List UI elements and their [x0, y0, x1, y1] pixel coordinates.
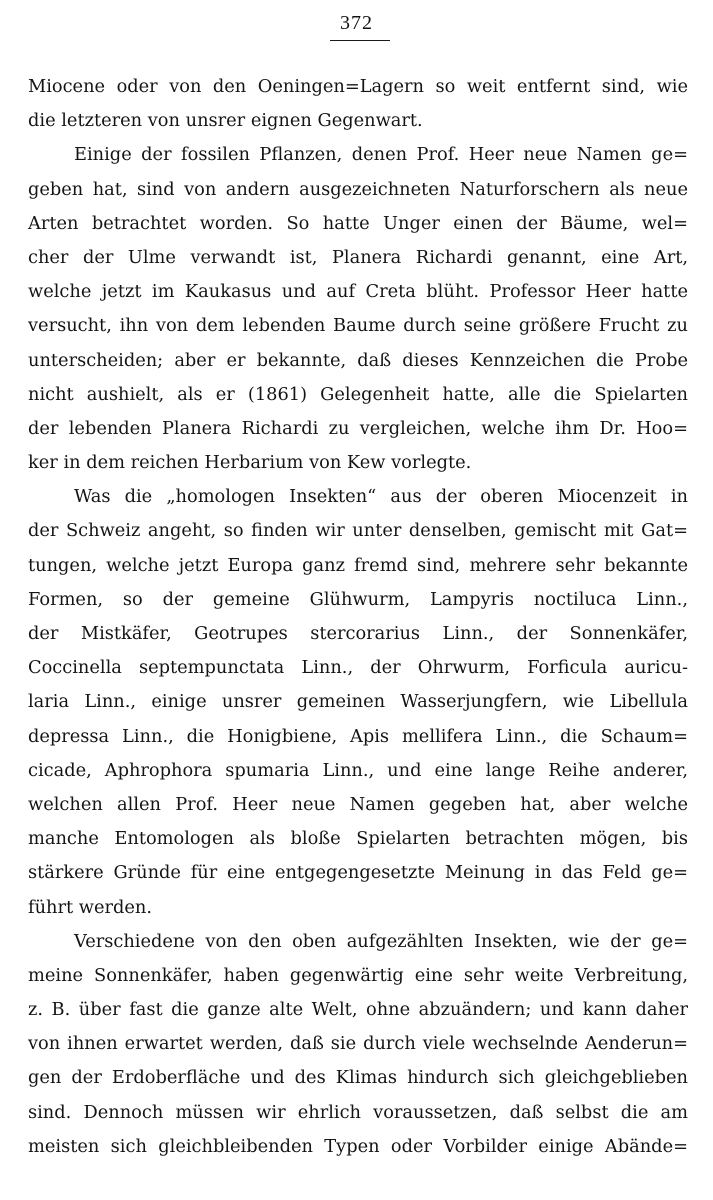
text-line: die letzteren von unsrer eignen Gegenwart. [28, 110, 423, 132]
text-line: meine Sonnenkäfer, haben gegenwärtig eine sehr weite Verbreitung, [28, 964, 688, 986]
text-line: Was die „homologen Insekten“ aus der oberen Miocenzeit in [74, 486, 688, 508]
text-line: geben hat, sind von andern ausgezeichneten Naturforschern als neue [28, 178, 688, 200]
text-line: Einige der fossilen Pflanzen, denen Prof. Heer neue Namen ge= [74, 144, 688, 166]
text-line: Arten betrachtet worden. So hatte Unger einen der Bäume, wel= [28, 212, 688, 234]
text-line: welche jetzt im Kaukasus und auf Creta blüht. Professor Heer hatte [28, 281, 688, 303]
text-line: von ihnen erwartet werden, daß sie durch viele wechselnde Aenderun= [28, 1033, 688, 1055]
text-line: sind. Dennoch müssen wir ehrlich voraussetzen, daß selbst die am [28, 1101, 688, 1123]
text-line: laria Linn., einige unsrer gemeinen Wasserjungfern, wie Libellula [28, 691, 688, 713]
header-rule [330, 40, 390, 41]
text-line: der Schweiz angeht, so finden wir unter denselben, gemischt mit Gat= [28, 520, 688, 542]
text-line: meisten sich gleichbleibenden Typen oder Vorbilder einige Abände= [28, 1135, 688, 1157]
text-line: welchen allen Prof. Heer neue Namen gegeben hat, aber welche [28, 793, 688, 815]
text-line: versucht, ihn von dem lebenden Baume durch seine größere Frucht zu [28, 315, 688, 337]
text-line: führt werden. [28, 896, 153, 918]
text-line: z. B. über fast die ganze alte Welt, ohne abzuändern; und kann daher [28, 999, 688, 1021]
text-line: nicht aushielt, als er (1861) Gelegenheit hatte, alle die Spielarten [28, 383, 688, 405]
text-line: unterscheiden; aber er bekannte, daß dieses Kennzeichen die Probe [28, 349, 688, 371]
text-line: cher der Ulme verwandt ist, Planera Richardi genannt, eine Art, [28, 246, 688, 268]
text-line: depressa Linn., die Honigbiene, Apis mellifera Linn., die Schaum= [28, 725, 688, 747]
text-line: der Mistkäfer, Geotrupes stercorarius Linn., der Sonnenkäfer, [28, 623, 688, 644]
text-line: stärkere Gründe für eine entgegengesetzte Meinung in das Feld ge= [28, 862, 688, 884]
text-line: ker in dem reichen Herbarium von Kew vorlegte. [28, 452, 472, 474]
text-line: Formen, so der gemeine Glühwurm, Lampyris noctiluca Linn., [28, 588, 688, 610]
text-line: cicade, Aphrophora spumaria Linn., und eine lange Reihe anderer, [28, 759, 688, 781]
text-line: Verschiedene von den oben aufgezählten Insekten, wie der ge= [74, 930, 688, 952]
body-text [28, 70, 688, 1164]
text-line: gen der Erdoberfläche und des Klimas hindurch sich gleichgeblieben [28, 1067, 688, 1089]
text-line: Coccinella septempunctata Linn., der Ohrwurm, Forficula auricu- [28, 657, 688, 679]
page-number: 372 [340, 12, 373, 34]
text-line: Miocene oder von den Oeningen=Lagern so weit entfernt sind, wie [28, 76, 688, 97]
text-line: manche Entomologen als bloße Spielarten betrachten mögen, bis [28, 828, 688, 850]
text-line: tungen, welche jetzt Europa ganz fremd sind, mehrere sehr bekannte [28, 554, 688, 576]
text-line: der lebenden Planera Richardi zu vergleichen, welche ihm Dr. Hoo= [28, 417, 688, 439]
